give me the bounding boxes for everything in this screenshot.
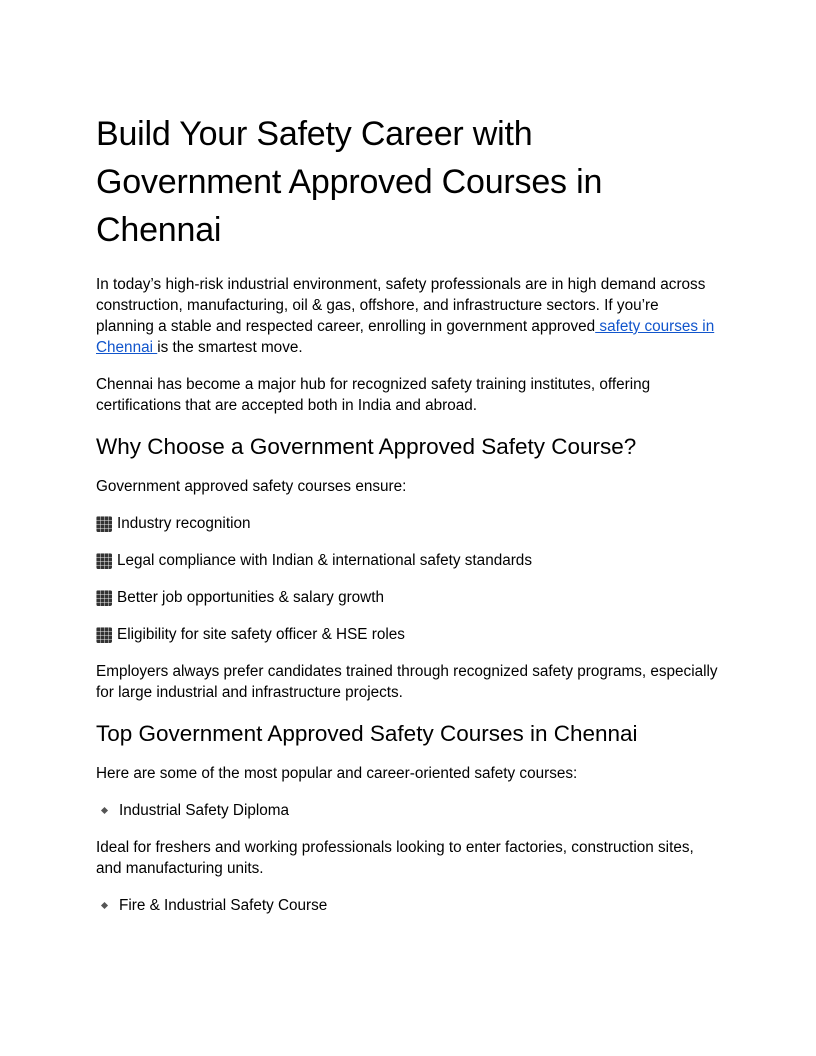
course-name: Industrial Safety Diploma xyxy=(119,802,290,819)
diamond-bullet-icon xyxy=(101,807,108,814)
checkbox-grid-icon xyxy=(96,627,112,643)
check-item xyxy=(96,550,720,571)
section-lead-top-courses: Here are some of the most popular and career-oriented safety courses: xyxy=(96,765,578,782)
diamond-bullet-icon xyxy=(101,902,108,909)
document-page xyxy=(96,110,720,932)
safety-courses-link[interactable]: safety courses in Chennai xyxy=(96,318,715,356)
checkbox-grid-icon xyxy=(96,553,112,569)
check-item xyxy=(96,513,720,534)
check-item xyxy=(96,587,720,608)
checkbox-grid-icon xyxy=(96,590,112,606)
intro-text-end: is the smartest move. xyxy=(157,339,303,356)
checkbox-grid-icon xyxy=(96,516,112,532)
check-item-label: Industry recognition xyxy=(117,515,251,532)
chennai-hub-paragraph: Chennai has become a major hub for recognized safety training institutes, offering certifications that are accepted both in India and abroad. xyxy=(96,376,651,414)
intro-text: In today’s high-risk industrial environment, safety professionals are in high demand across construction, manufacturing, oil & gas, offshore, and infrastructure sectors. If you’re planning a stable and respected career, enrolling in government approved xyxy=(96,276,706,335)
page-title: Build Your Safety Career with Government Approved Courses in Chennai xyxy=(96,115,603,249)
check-item-label: Legal compliance with Indian & international safety standards xyxy=(117,552,532,569)
intro-paragraph xyxy=(96,274,720,358)
course-description: Ideal for freshers and working professionals looking to enter factories, construction sites, and manufacturing units. xyxy=(96,839,694,877)
employers-paragraph: Employers always prefer candidates trained through recognized safety programs, especially for large industrial and infrastructure projects. xyxy=(96,663,718,701)
section-heading-top-courses: Top Government Approved Safety Courses in Chennai xyxy=(96,721,638,746)
check-item-label: Better job opportunities & salary growth xyxy=(117,589,384,606)
section-heading-why: Why Choose a Government Approved Safety Course? xyxy=(96,434,637,459)
check-item-label: Eligibility for site safety officer & HSE roles xyxy=(117,626,405,643)
list-item xyxy=(96,895,720,916)
section-lead-why: Government approved safety courses ensure: xyxy=(96,478,407,495)
list-item xyxy=(96,800,720,821)
check-item xyxy=(96,624,720,645)
course-name: Fire & Industrial Safety Course xyxy=(119,897,328,914)
